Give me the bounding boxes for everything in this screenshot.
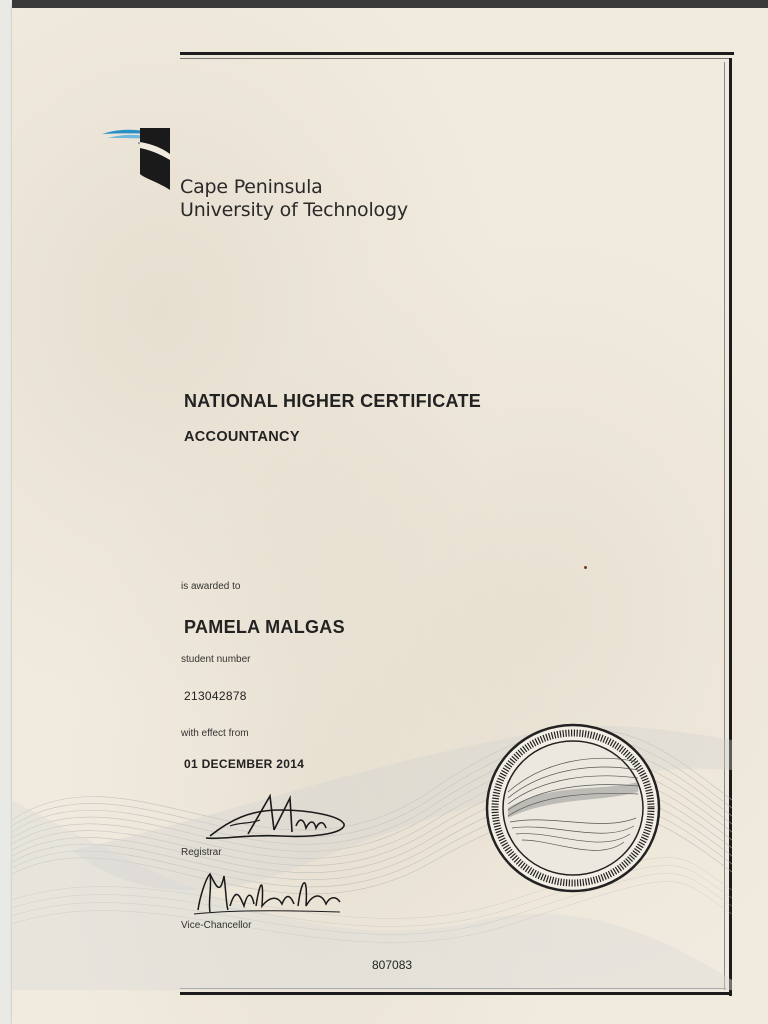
vice-chancellor-label: Vice-Chancellor [181,920,252,931]
student-number: 213042878 [184,689,247,703]
effect-date: 01 DECEMBER 2014 [184,757,305,771]
frame-border-bottom [180,992,732,995]
effect-date-label: with effect from [181,728,249,739]
university-name-line1: Cape Peninsula [180,176,323,198]
recipient-name: PAMELA MALGAS [184,617,345,637]
paper-speck [584,566,587,569]
university-seal [482,722,664,894]
frame-border-top-inner [180,58,732,59]
registrar-signature [200,790,350,846]
serial-number: 807083 [372,958,413,972]
university-name-line2: University of Technology [180,199,408,221]
student-number-label: student number [181,654,251,665]
field-of-study: ACCOUNTANCY [184,429,300,445]
frame-border-top [180,52,734,55]
university-name [180,176,408,222]
awarded-to-label: is awarded to [181,581,241,592]
vice-chancellor-signature [190,866,350,920]
qualification-title: NATIONAL HIGHER CERTIFICATE [184,391,482,411]
university-logo-icon [100,124,190,194]
scan-edge [12,0,768,8]
registrar-label: Registrar [181,847,222,858]
